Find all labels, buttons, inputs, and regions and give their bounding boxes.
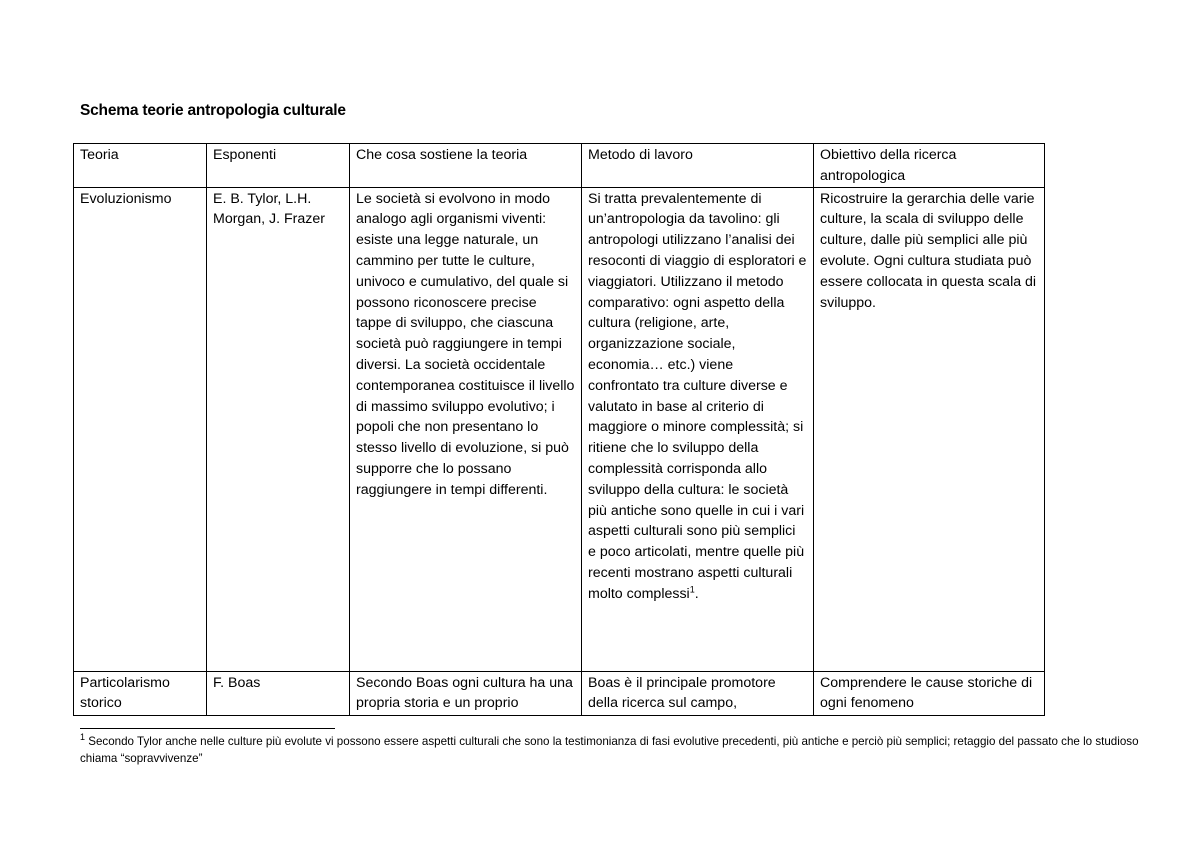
table-row: [74, 187, 1045, 671]
footnote-text: Secondo Tylor anche nelle culture più evolute vi possono essere aspetti culturali che sono la testimonianza di fasi evolutive precedenti, più antiche e perciò più semplici; retaggio del passato che lo studioso chiama “sopravvivenze”: [80, 735, 1139, 765]
cell-tesi: Le società si evolvono in modo analogo agli organismi viventi: esiste una legge naturale, un cammino per tutte le culture, univoco e cumulativo, del quale si possono riconoscere precise tappe di sviluppo, che ciascuna società può raggiungere in tempi diversi. La società occidentale contemporanea costituisce il livello di massimo sviluppo evolutivo; i popoli che non presentano lo stesso livello di evoluzione, si può supporre che lo possano raggiungere in tempi differenti.: [350, 187, 582, 671]
table-row: [74, 671, 1045, 715]
table-header-row: [74, 144, 1045, 188]
footnote: [80, 733, 1140, 767]
header-tesi: Che cosa sostiene la teoria: [350, 144, 582, 188]
cell-metodo: [582, 187, 814, 671]
document-title: Schema teorie antropologia culturale: [80, 102, 346, 119]
cell-obiettivo: Ricostruire la gerarchia delle varie culture, la scala di sviluppo delle culture, dalle più semplici alle più evolute. Ogni cultura studiata può essere collocata in questa scala di sviluppo.: [814, 187, 1045, 671]
cell-tesi: Secondo Boas ogni cultura ha una propria storia e un proprio: [350, 671, 582, 715]
cell-esponenti: F. Boas: [207, 671, 350, 715]
footnote-number: 1: [80, 732, 86, 743]
header-esponenti: Esponenti: [207, 144, 350, 188]
cell-teoria: Particolarismo storico: [74, 671, 207, 715]
theories-table: [73, 143, 1045, 716]
footnote-separator: [80, 728, 335, 729]
cell-metodo-text: Si tratta prevalentemente di un’antropologia da tavolino: gli antropologi utilizzano l’analisi dei resoconti di viaggio di esploratori e viaggiatori. Utilizzano il metodo comparativo: ogni aspetto della cultura (religione, arte, organizzazione sociale, economia… etc.) viene confrontato tra culture diverse e valutato in base al criterio di maggiore o minore complessità; si ritiene che lo sviluppo della complessità corrisponda allo sviluppo della cultura: le società più antiche sono quelle in cui i vari aspetti culturali sono più semplici e poco articolati, mentre quelle più recenti mostrano aspetti culturali molto complessi: [588, 190, 807, 602]
cell-metodo: Boas è il principale promotore della ricerca sul campo,: [582, 671, 814, 715]
cell-metodo-end: .: [694, 585, 699, 602]
cell-obiettivo: Comprendere le cause storiche di ogni fenomeno: [814, 671, 1045, 715]
header-metodo: Metodo di lavoro: [582, 144, 814, 188]
cell-teoria: Evoluzionismo: [74, 187, 207, 671]
footnote-reference[interactable]: 1: [689, 584, 695, 594]
header-teoria: Teoria: [74, 144, 207, 188]
header-obiettivo: Obiettivo della ricerca antropologica: [814, 144, 1045, 188]
cell-esponenti: E. B. Tylor, L.H. Morgan, J. Frazer: [207, 187, 350, 671]
